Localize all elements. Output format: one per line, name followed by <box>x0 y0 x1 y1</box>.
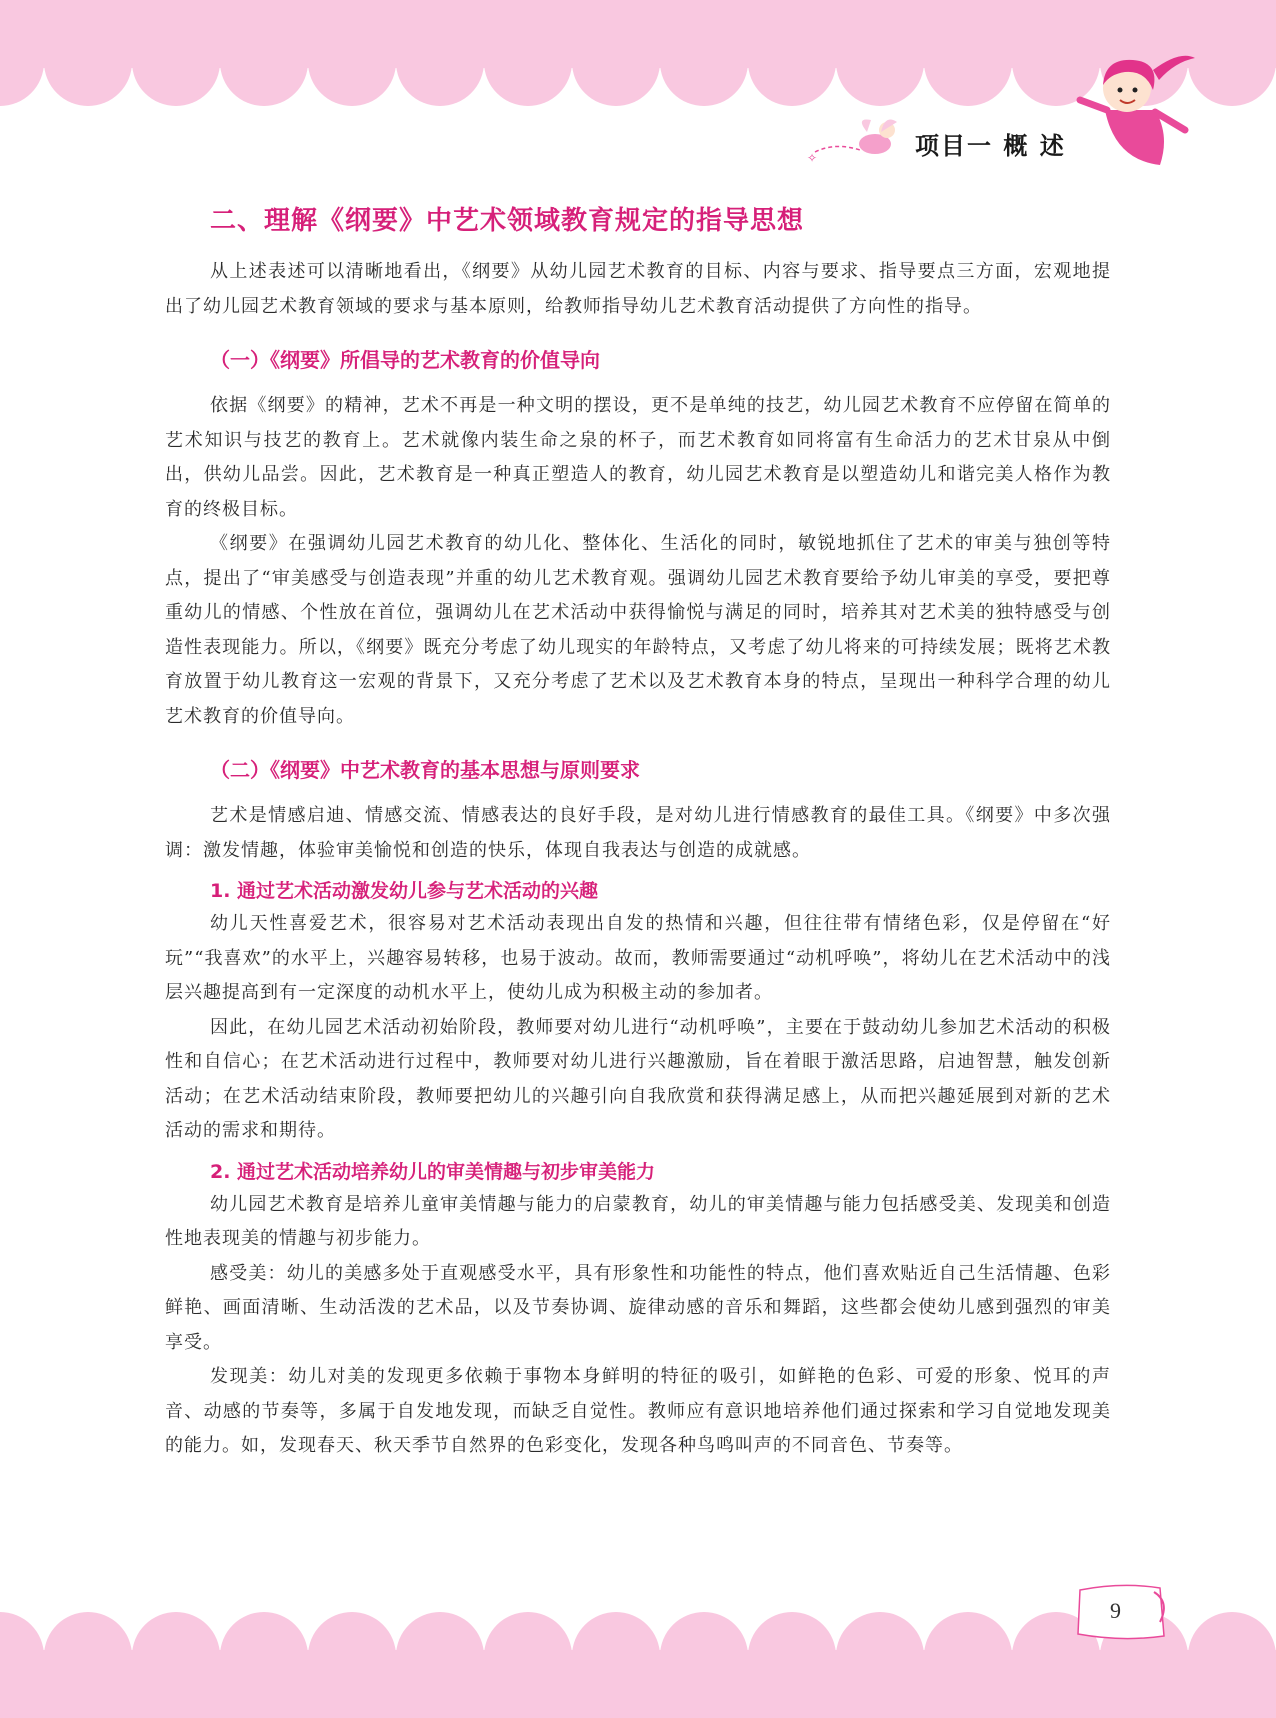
chapter-title: 项目一 概 述 <box>915 132 1066 160</box>
subsection-2-paragraph-1: 艺术是情感启迪、情感交流、情感表达的良好手段，是对幼儿进行情感教育的最佳工具。《纲要》中多次强调：激发情趣，体验审美愉悦和创造的快乐，体现自我表达与创造的成就感。 <box>165 805 1111 861</box>
intro-paragraph: 从上述表述可以清晰地看出，《纲要》从幼儿园艺术教育的目标、内容与要求、指导要点三方面，宏观地提出了幼儿园艺术教育领域的要求与基本原则，给教师指导幼儿艺术教育活动提供了方向性的指导。 <box>165 261 1111 317</box>
girl-illustration <box>1075 40 1200 170</box>
point-2-title: 2. 通过艺术活动培养幼儿的审美情趣与初步审美能力 <box>210 1160 656 1183</box>
svg-text:✧: ✧ <box>807 151 818 165</box>
page-number-badge <box>1072 1582 1172 1642</box>
page-number: 9 <box>1110 1598 1121 1623</box>
subsection-1-paragraph-1: 依据《纲要》的精神，艺术不再是一种文明的摆设，更不是单纯的技艺，幼儿园艺术教育不应停留在简单的艺术知识与技艺的教育上。艺术就像内装生命之泉的杯子，而艺术教育如同将富有生命活力的艺术甘泉从中倒出，供幼儿品尝。因此，艺术教育是一种真正塑造人的教育，幼儿园艺术教育是以塑造幼儿和谐完美人格作为教育的终极目标。 <box>165 395 1111 520</box>
point-1-paragraph-1: 幼儿天性喜爱艺术，很容易对艺术活动表现出自发的热情和兴趣，但往往带有情绪色彩，仅是停留在“好玩”“我喜欢”的水平上，兴趣容易转移，也易于波动。故而，教师需要通过“动机呼唤”，将幼儿在艺术活动中的浅层兴趣提高到有一定深度的动机水平上，使幼儿成为积极主动的参加者。 <box>165 913 1111 1003</box>
section-title: 二、理解《纲要》中艺术领域教育规定的指导思想 <box>210 206 805 236</box>
point-2-paragraph-2: 感受美：幼儿的美感多处于直观感受水平，具有形象性和功能性的特点，他们喜欢贴近自己生活情趣、色彩鲜艳、画面清晰、生动活泼的艺术品，以及节奏协调、旋律动感的音乐和舞蹈，这些都会使幼儿感到强烈的审美享受。 <box>165 1262 1111 1353</box>
point-2-paragraph-1: 幼儿园艺术教育是培养儿童审美情趣与能力的启蒙教育，幼儿的审美情趣与能力包括感受美、发现美和创造性地表现美的情趣与初步能力。 <box>165 1193 1111 1249</box>
subsection-1-title: （一）《纲要》所倡导的艺术教育的价值导向 <box>210 348 600 372</box>
page-content <box>165 200 1111 1464</box>
subsection-2-title: （二）《纲要》中艺术教育的基本思想与原则要求 <box>210 758 640 782</box>
subsection-1-paragraph-2: 《纲要》在强调幼儿园艺术教育的幼儿化、整体化、生活化的同时，敏锐地抓住了艺术的审美与独创等特点，提出了“审美感受与创造表现”并重的幼儿艺术教育观。强调幼儿园艺术教育要给予幼儿审美的享受，要把尊重幼儿的情感、个性放在首位，强调幼儿在艺术活动中获得愉悦与满足的同时，培养其对艺术美的独特感受与创造性表现能力。所以，《纲要》既充分考虑了幼儿现实的年龄特点，又考虑了幼儿将来的可持续发展；既将艺术教育放置于幼儿教育这一宏观的背景下，又充分考虑了艺术以及艺术教育本身的特点，呈现出一种科学合理的幼儿艺术教育的价值导向。 <box>165 533 1111 727</box>
point-2-paragraph-3: 发现美：幼儿对美的发现更多依赖于事物本身鲜明的特征的吸引，如鲜艳的色彩、可爱的形象、悦耳的声音、动感的节奏等，多属于自发地发现，而缺乏自觉性。教师应有意识地培养他们通过探索和学习自觉地发现美的能力。如，发现春天、秋天季节自然界的色彩变化，发现各种鸟鸣叫声的不同音色、节奏等。 <box>165 1366 1111 1456</box>
point-1-title: 1. 通过艺术活动激发幼儿参与艺术活动的兴趣 <box>210 880 599 902</box>
point-1-paragraph-2: 因此，在幼儿园艺术活动初始阶段，教师要对幼儿进行“动机呼唤”，主要在于鼓动幼儿参加艺术活动的积极性和自信心；在艺术活动进行过程中，教师要对幼儿进行兴趣激励，旨在着眼于激活思路，启迪智慧，触发创新活动；在艺术活动结束阶段，教师要把幼儿的兴趣引向自我欣赏和获得满足感上，从而把兴趣延展到对新的艺术活动的需求和期待。 <box>165 1016 1111 1141</box>
fairy-illustration <box>805 112 915 172</box>
